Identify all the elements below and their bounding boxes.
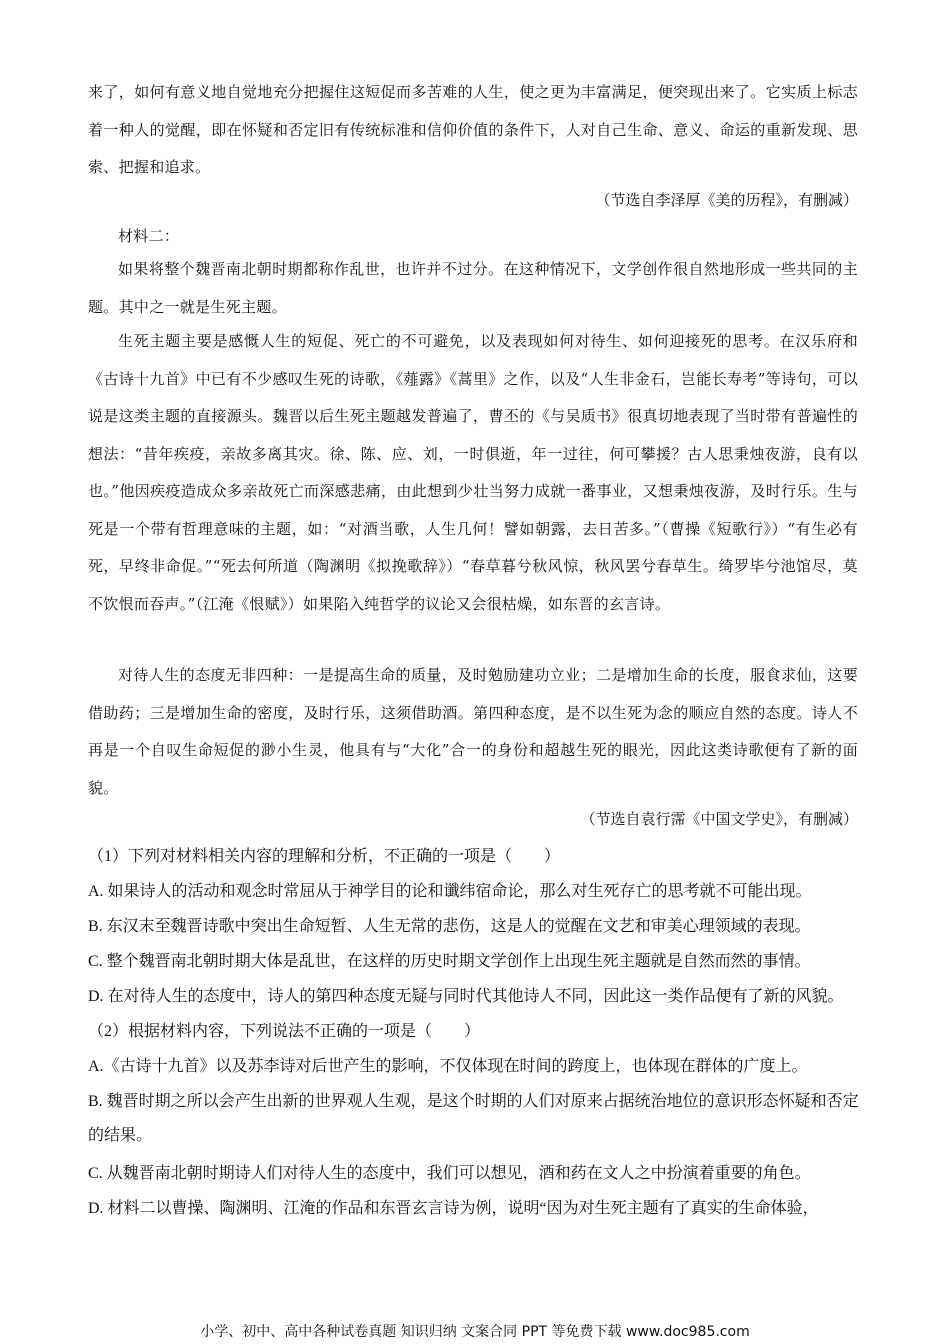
material2-paragraph-3: 对待人生的态度无非四种：一是提高生命的质量，及时勉励建功立业；二是增加生命的长度，服食求仙，这要借助药；三是增加生命的密度，及时行乐，这须借助酒。第四种态度，是不以生死为念的顺应自然的态度。诗人不再是一个自叹生命短促的渺小生灵，他具有与“大化”合一的身份和超越生死的眼光，因此这类诗歌便有了新的面貌。 bbox=[88, 666, 858, 797]
question1-option-b: B. 东汉末至魏晋诗歌中突出生命短暂、人生无常的悲伤，这是人的觉醒在文艺和审美心理领域的表现。 bbox=[88, 918, 811, 935]
question2-option-a: A.《古诗十九首》以及苏李诗对后世产生的影响，不仅体现在时间的跨度上，也体现在群体的广度上。 bbox=[88, 1058, 808, 1075]
question1-option-d: D. 在对待人生的态度中，诗人的第四种态度无疑与同时代其他诗人不同，因此这一类作品便有了新的风貌。 bbox=[88, 988, 844, 1005]
material2-paragraph-2: 生死主题主要是感慨人生的短促、死亡的不可避免，以及表现如何对待生、如何迎接死的思考。在汉乐府和《古诗十九首》中已有不少感叹生死的诗歌，《薤露》《蒿里》之作，以及“人生非金石，岂能长寿考”等诗句，可以说是这类主题的直接源头。魏晋以后生死主题越发普遍了，曹丕的《与吴质书》很真切地表现了当时带有普遍性的想法：“昔年疾疫，亲故多离其灾。徐、陈、应、刘，一时俱逝，年一过往，何可攀援？古人思秉烛夜游，良有以也。”他因疾疫造成众多亲故死亡而深感悲痛，由此想到少壮当努力成就一番事业，又想秉烛夜游，及时行乐。生与死是一个带有哲理意味的主题，如：“对酒当歌，人生几何！譬如朝露，去日苦多。”（曹操《短歌行》）“有生必有死，早终非命促。”“死去何所道（陶渊明《拟挽歌辞》）“春草暮兮秋风惊，秋风罢兮春草生。绮罗毕兮池馆尽，莫不饮恨而吞声。”（江淹《恨赋》）如果陷入纯哲学的议论又会很枯燥，如东晋的玄言诗。 bbox=[88, 332, 858, 613]
question2-option-d: D. 材料二以曹操、陶渊明、江淹的作品和东晋玄言诗为例，说明“因为对生死主题有了真实的生命体验， bbox=[88, 1200, 819, 1217]
material1-source: （节选自李泽厚《美的历程》，有删减） bbox=[595, 191, 858, 209]
material1-tail-paragraph: 来了，如何有意义地自觉地充分把握住这短促而多苦难的人生，使之更为丰富满足，便突现出来了。它实质上标志着一种人的觉醒，即在怀疑和否定旧有传统标准和信仰价值的条件下，人对自己生命、意义、命运的重新发现、思索、把握和追求。 bbox=[88, 83, 858, 176]
question1-stem: （1）下列对材料相关内容的理解和分析，不正确的一项是（ ） bbox=[88, 848, 561, 865]
footer-text: 小学、初中、高中各种试卷真题 知识归纳 文案合同 PPT 等免费下载 www.doc985.com bbox=[200, 1324, 750, 1340]
question2-stem: （2）根据材料内容，下列说法不正确的一项是（ ） bbox=[88, 1023, 481, 1040]
material2-source: （节选自袁行霈《中国文学史》，有删减） bbox=[580, 810, 858, 828]
question2-option-b: B. 魏晋时期之所以会产生出新的世界观人生观，是这个时期的人们对原来占据统治地位的意识形态怀疑和否定的结果。 bbox=[88, 1093, 859, 1144]
question2-option-c: C. 从魏晋南北朝时期诗人们对待人生的态度中，我们可以想见，酒和药在文人之中扮演着重要的角色。 bbox=[88, 1165, 811, 1182]
question1-option-a: A. 如果诗人的活动和观念时常屈从于神学目的论和谶纬宿命论，那么对生死存亡的思考就不可能出现。 bbox=[88, 883, 812, 900]
question1-option-c: C. 整个魏晋南北朝时期大体是乱世，在这样的历史时期文学创作上出现生死主题就是自然而然的事情。 bbox=[88, 953, 811, 970]
material2-paragraph-1: 如果将整个魏晋南北朝时期都称作乱世，也许并不过分。在这种情况下，文学创作很自然地形成一些共同的主题。其中之一就是生死主题。 bbox=[88, 260, 858, 316]
material2-heading: 材料二： bbox=[118, 227, 180, 245]
